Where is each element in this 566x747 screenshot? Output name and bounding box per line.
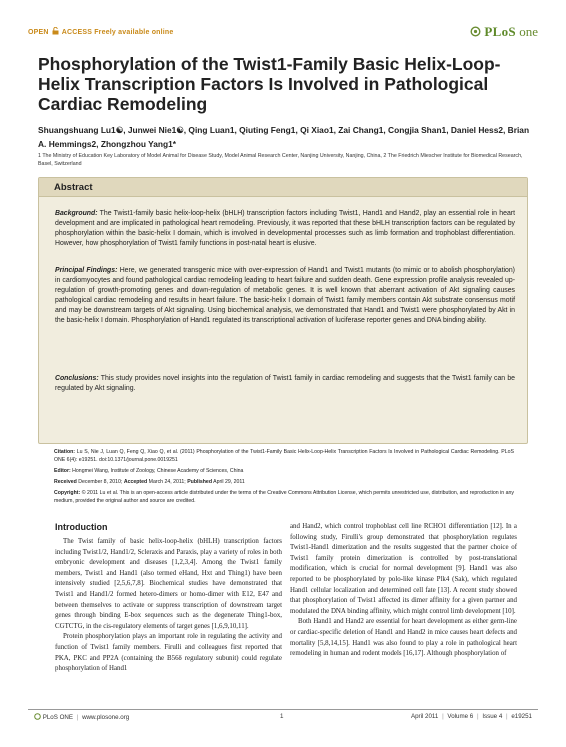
background-text: The Twist1-family basic helix-loop-helix (bHLH) transcription factors including Twist1, Hand1 and Hand2, play an essential role in heart development and are implicated in pathological heart remodeling. Previously, it was reported that these bHLH transcription factors can be regulated by phosphorylation within the basic-helix I domain, which is involved in developmental processes such as limb formation and trophoblast differentiation. However, how phosphorylation of Twist1 family functions in post-natal heart is elusive.: [55, 210, 515, 247]
top-bar: [28, 24, 538, 42]
citation-text: Lu S, Nie J, Luan Q, Feng Q, Xiao Q, et al. (2011) Phosphorylation of the Twist1-Family Basic Helix-Loop-Helix Transcription Factors Is Involved in Pathological Cardiac Remodeling. PLoS ONE 6(4): e19251. doi:10.1371/journal.pone.0019251: [54, 449, 514, 463]
citation: [54, 449, 514, 464]
footer-divider: [28, 709, 538, 710]
findings-label: Principal Findings:: [55, 267, 118, 274]
citation-label: Citation:: [54, 449, 76, 455]
abstract-heading: Abstract: [39, 178, 527, 197]
abstract-background: [55, 209, 515, 249]
received-label: Received: [54, 479, 77, 485]
footer-volume: Volume 6: [447, 713, 474, 720]
footer-issue: Issue 4: [482, 713, 503, 720]
introduction-heading: Introduction: [55, 522, 108, 532]
footer-right: April 2011 | Volume 6 | Issue 4 | e19251: [410, 713, 532, 720]
footer-date: April 2011: [410, 713, 439, 720]
body-left-column: [55, 537, 282, 675]
conclusions-text: This study provides novel insights into the regulation of Twist1 family in cardiac remodeling and suggests that the Twist1 family can be regulated by Akt signaling.: [55, 375, 515, 392]
received-date: December 8, 2010;: [78, 479, 123, 485]
editor: [54, 468, 514, 476]
intro-paragraph-3: and Hand2, which control trophoblast cell line RCHO1 differentiation [12]. In a following study, Firulli's group demonstrated that phosphorylation regulates Twist1-Hand1 dimerization and the results suggested that the partner choice of Twist1 family protein dimerization is controlled by post-translational modification, which is crucial for normal development [9]. Hand1 was also reported to be phosphorylated by polo-like kinase Plk4 (Sak), which regulated Hand1 cellular localization and determined cell fate [13]. A recent study showed that phosphorylation of Twist1 affected its dimer affinity for a given partner and modulated the DNA binding affinity, which might control limb development [10].: [290, 523, 517, 615]
footer-article-id: e19251: [511, 713, 532, 720]
editor-text: Hongmei Wang, Institute of Zoology, Chinese Academy of Sciences, China: [72, 468, 244, 474]
intro-paragraph-2: Protein phosphorylation plays an important role in regulating the activity and function of Twist1 family members. Firulli and colleagues first reported that PKA, PKC and PP2A (containing the B56δ regulatory subunit) could regulate phosphorylation of Hand1: [55, 633, 282, 673]
footer-page-number: 1: [280, 713, 284, 720]
plos-swirl-small-icon: [34, 713, 41, 720]
accepted-date: March 24, 2011;: [148, 479, 186, 485]
abstract-conclusions: [55, 374, 515, 394]
background-label: Background:: [55, 210, 98, 217]
editor-label: Editor:: [54, 468, 71, 474]
open-access-label: OPEN: [28, 29, 49, 36]
published-label: Published: [187, 479, 212, 485]
dates: [54, 479, 514, 487]
footer-site-link[interactable]: www.plosone.org: [82, 714, 130, 721]
intro-paragraph-4: Both Hand1 and Hand2 are essential for heart development as either germ-line or cardiac-specific deletion of Hand1 and Hand2 in mice causes heart defects and mortality [5,8,14,15]. Hand1 was also found to play a role in pathological heart remodeling in human and rodent models [16,17]. Although phosphorylation of: [290, 618, 517, 658]
abstract-findings: [55, 266, 515, 326]
published-date: April 29, 2011: [213, 479, 245, 485]
affiliations: 1 The Ministry of Education Key Laboratory of Model Animal for Disease Study, Model Animal Research Center, Nanjing University, Nanjing, China, 2 The Friedrich Miescher Institute for Biomedical Research, Basel, Switzerland: [38, 153, 523, 167]
footer-left: PLoS ONE | www.plosone.org: [34, 713, 129, 721]
logo-plos-text: PLoS: [484, 24, 516, 39]
copyright-label: Copyright:: [54, 490, 81, 496]
author-list: Shuangshuang Lu1☯, Junwei Nie1☯, Qing Luan1, Qiuting Feng1, Qi Xiao1, Zai Chang1, Congjia Shan1, Daniel Hess2, Brian A. Hemmings2, Zhongzhou Yang1*: [38, 125, 530, 149]
copyright-text: © 2011 Lu et al. This is an open-access article distributed under the terms of the Creative Commons Attribution License, which permits unrestricted use, distribution, and reproduction in any medium, provided the original author and source are credited.: [54, 490, 514, 504]
footer-journal: PLoS ONE: [42, 714, 73, 721]
logo-one-text: one: [519, 24, 538, 39]
article-title: Phosphorylation of the Twist1-Family Basic Helix-Loop-Helix Transcription Factors Is Involved in Pathological Cardiac Remodeling: [38, 54, 501, 114]
plos-one-logo: [470, 24, 538, 40]
body-right-column: [290, 522, 517, 660]
plos-swirl-icon: [470, 26, 481, 37]
accepted-label: Accepted: [123, 479, 148, 485]
abstract-box: [38, 177, 528, 444]
open-access-text: ACCESS Freely available online: [61, 29, 174, 36]
conclusions-label: Conclusions:: [55, 375, 99, 382]
intro-paragraph-1: The Twist family of basic helix-loop-helix (bHLH) transcription factors including Twist1/2, Hand1/2, Scleraxis and Paraxis, play a variety of roles in both embryonic development and diseases [1,2,3,4]. Among the Twist1 family members, Twist1 and Hand1 (also termed eHand, Hxt and Thing1) have been intensively studied [2,5,6,7,8]. Biochemical studies have demonstrated that Twist1 and Hand1/2 formed hetero-dimers or homo-dimer with E12, E47 and between themselves to activate or suppress transcription of downstream target genes through binding E-box sequences such as the degenerate Thing1-box, CGTCTG, in the cis-regulatory elements of target genes [1,6,9,10,11].: [55, 538, 282, 630]
copyright: [54, 490, 514, 505]
findings-text: Here, we generated transgenic mice with over-expression of Hand1 and Twist1 mutants (to mimic or to abolish phosphorylation) in cardiomyocytes and found pathological cardiac remodeling leading to heart failure and sudden death. Gene expression profile analysis revealed up-regulation of growth-promoting genes and down-regulation of metabolic genes. It is well known that aberrant activation of Akt signaling causes pathological cardiac remodeling and results in heart failure. The basic-helix I domain of Twist1 family members contain Akt substrate consensus motif and may be downstream targets of Akt signaling. Using biochemical analysis, we demonstrated that Hand1 and Twist1 were phosphorylated by Akt in the basic-helix I domain. Phosphorylation of Hand1 regulated its transcriptional activation of luciferase reporter genes and DNA binding ability.: [55, 267, 515, 324]
open-lock-icon: [52, 27, 59, 35]
open-access-badge: [28, 27, 174, 36]
